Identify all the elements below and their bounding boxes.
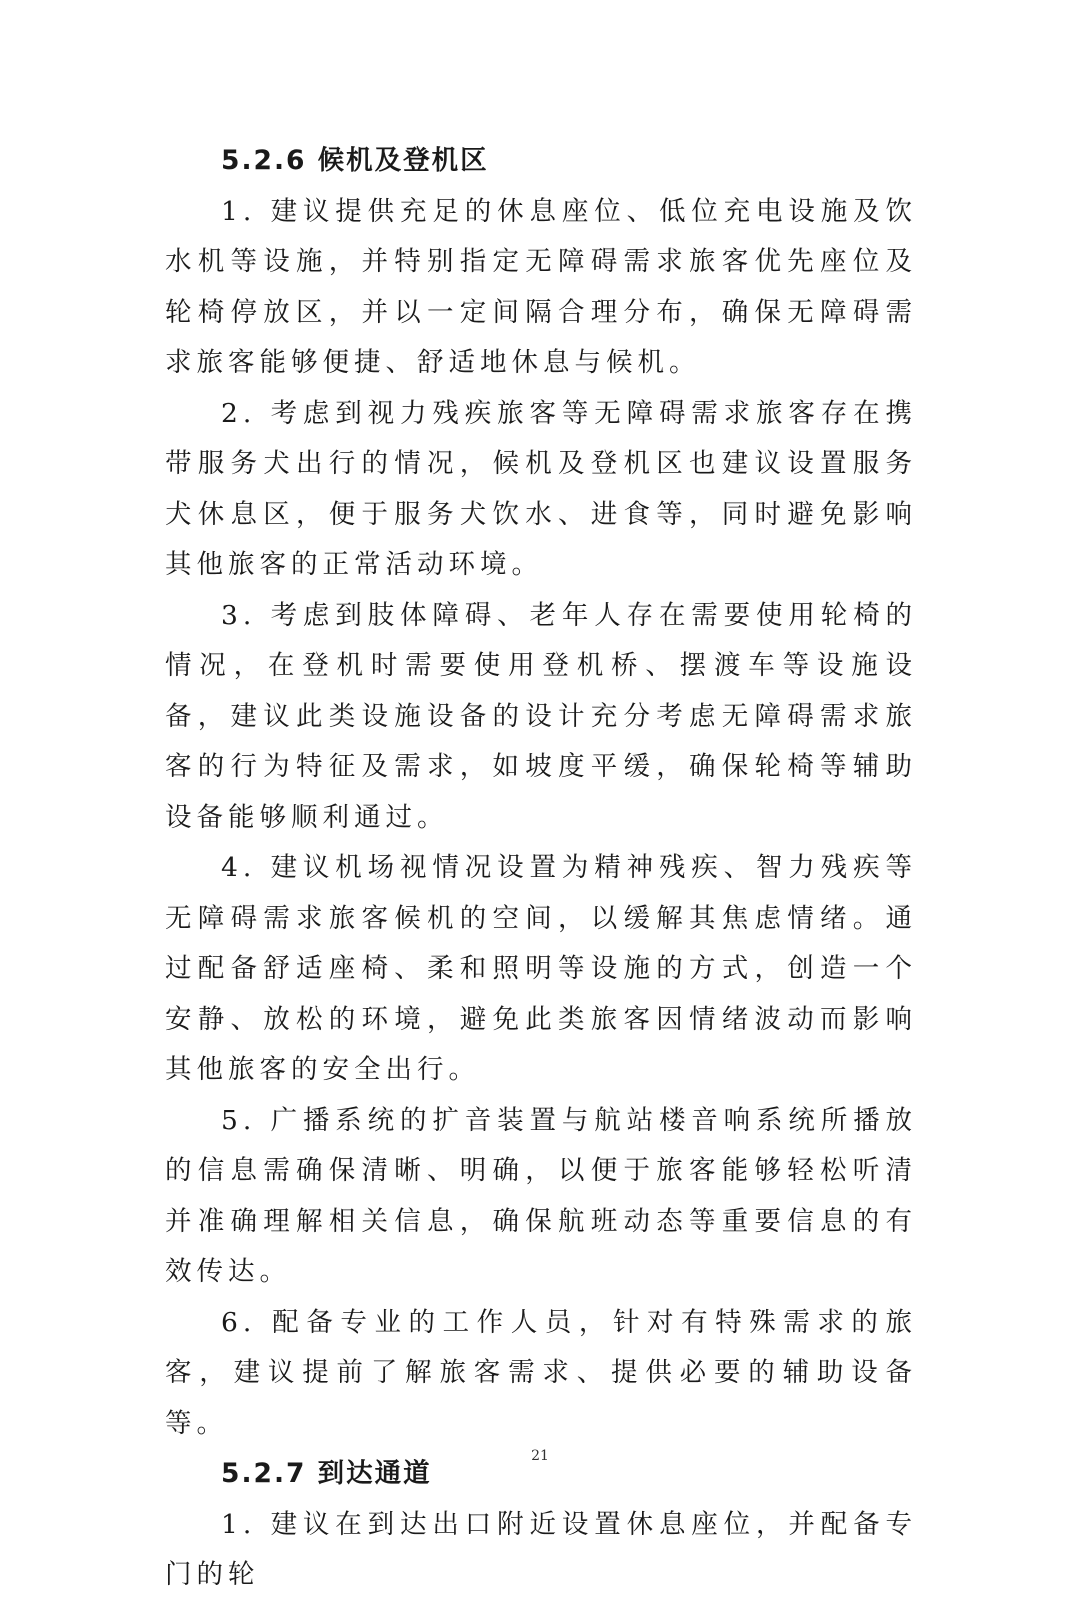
paragraph-2: 2. 考虑到视力残疾旅客等无障碍需求旅客存在携带服务犬出行的情况，候机及登机区也建议设置服务犬休息区，便于服务犬饮水、进食等，同时避免影响其他旅客的正常活动环境。 [165, 397, 917, 580]
paragraph-5: 5. 广播系统的扩音装置与航站楼音响系统所播放的信息需确保清晰、明确，以便于旅客能够轻松听清并准确理解相关信息，确保航班动态等重要信息的有效传达。 [165, 1104, 917, 1287]
paragraph-4: 4. 建议机场视情况设置为精神残疾、智力残疾等无障碍需求旅客候机的空间，以缓解其焦虑情绪。通过配备舒适座椅、柔和照明等设施的方式，创造一个安静、放松的环境，避免此类旅客因情绪波动而影响其他旅客的安全出行。 [165, 852, 917, 1085]
paragraph-3: 3. 考虑到肢体障碍、老年人存在需要使用轮椅的情况，在登机时需要使用登机桥、摆渡车等设施设备，建议此类设施设备的设计充分考虑无障碍需求旅客的行为特征及需求，如坡度平缓，确保轮椅等辅助设备能够顺利通过。 [165, 599, 917, 833]
paragraph-1: 1. 建议提供充足的休息座位、低位充电设施及饮水机等设施，并特别指定无障碍需求旅客优先座位及轮椅停放区，并以一定间隔合理分布，确保无障碍需求旅客能够便捷、舒适地休息与候机。 [165, 195, 917, 378]
page-number: 21 [531, 1448, 549, 1464]
paragraph-arrival-1: 1. 建议在到达出口附近设置休息座位，并配备专门的轮 [165, 1508, 917, 1590]
page-body [165, 136, 917, 1601]
section-heading-5-2-6: 5.2.6 候机及登机区 [221, 145, 489, 176]
paragraph-6: 6. 配备专业的工作人员，针对有特殊需求的旅客，建议提前了解旅客需求、提供必要的辅助设备等。 [165, 1306, 917, 1439]
section-heading-5-2-7: 5.2.7 到达通道 [221, 1458, 432, 1489]
